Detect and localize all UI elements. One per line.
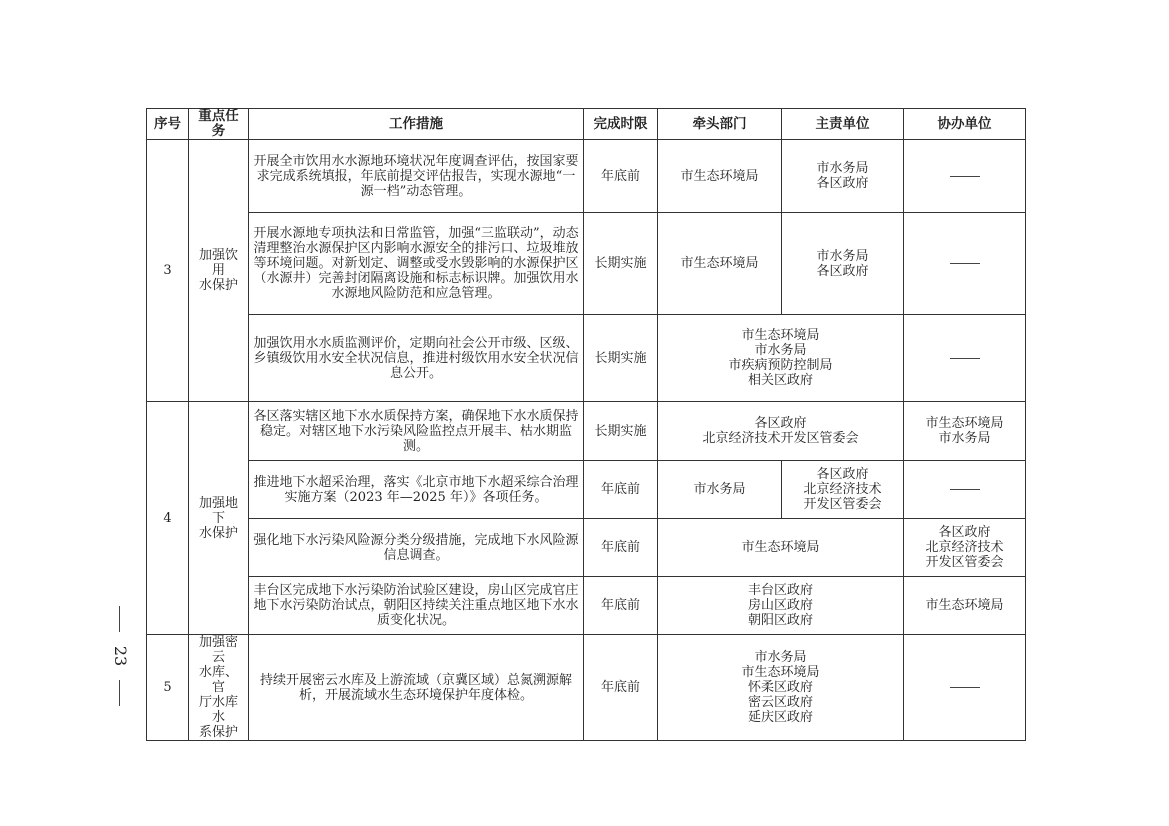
deadline-cell: 年底前: [584, 577, 658, 635]
assist-cell: [904, 315, 1026, 402]
header-lead: 牵头部门: [658, 109, 782, 140]
assist-cell: 各区政府 北京经济技术 开发区管委会: [904, 519, 1026, 577]
table-row: [147, 635, 1026, 741]
measure-cell: 推进地下水超采治理，落实《北京市地下水超采综合治理实施方案（2023 年—2025 年）》各项任务。: [249, 461, 584, 519]
page-number-rule-bottom: [119, 680, 120, 706]
assist-cell: [904, 461, 1026, 519]
lead-cell: 市生态环境局: [658, 140, 782, 213]
header-row: [147, 109, 1026, 140]
responsible-cell: 各区政府 北京经济技术 开发区管委会: [782, 461, 904, 519]
deadline-cell: 年底前: [584, 635, 658, 741]
page-number-rule-top: [119, 606, 120, 632]
responsible-cell: 市水务局 各区政府: [782, 213, 904, 315]
task-cell: 加强地下 水保护: [189, 402, 249, 635]
responsible-cell: 市水务局 各区政府: [782, 140, 904, 213]
lead-merged-cell: 市水务局 市生态环境局 怀柔区政府 密云区政府 延庆区政府: [658, 635, 904, 741]
measure-cell: 各区落实辖区地下水水质保持方案，确保地下水水质保持稳定。对辖区地下水污染风险监控点开展丰、枯水期监测。: [249, 402, 584, 461]
deadline-cell: 长期实施: [584, 402, 658, 461]
task-cell: 加强饮用 水保护: [189, 140, 249, 402]
table-row: [147, 315, 1026, 402]
lead-cell: 市生态环境局: [658, 213, 782, 315]
header-task: 重点任务: [189, 109, 249, 140]
assist-cell: [904, 140, 1026, 213]
header-measure: 工作措施: [249, 109, 584, 140]
dash-mark: [950, 263, 980, 264]
header-seq: 序号: [147, 109, 189, 140]
page-number: [111, 606, 130, 706]
dash-mark: [950, 687, 980, 688]
deadline-cell: 年底前: [584, 140, 658, 213]
measure-cell: 持续开展密云水库及上游流域（京冀区域）总氮溯源解析，开展流域水生态环境保护年度体检。: [249, 635, 584, 741]
table-row: [147, 461, 1026, 519]
table-row: [147, 213, 1026, 315]
header-assist: 协办单位: [904, 109, 1026, 140]
assist-cell: 市生态环境局: [904, 577, 1026, 635]
dash-mark: [950, 176, 980, 177]
lead-merged-cell: 丰台区政府 房山区政府 朝阳区政府: [658, 577, 904, 635]
dash-mark: [950, 489, 980, 490]
task-cell: 加强密云 水库、官 厅水库水 系保护: [189, 635, 249, 741]
measure-cell: 加强饮用水水质监测评价，定期向社会公开市级、区级、乡镇级饮用水安全状况信息，推进村级饮用水安全状况信息公开。: [249, 315, 584, 402]
seq-cell: 3: [147, 140, 189, 402]
header-responsible: 主责单位: [782, 109, 904, 140]
seq-cell: 5: [147, 635, 189, 741]
assist-cell: 市生态环境局 市水务局: [904, 402, 1026, 461]
header-deadline: 完成时限: [584, 109, 658, 140]
deadline-cell: 年底前: [584, 519, 658, 577]
deadline-cell: 长期实施: [584, 315, 658, 402]
dash-mark: [950, 358, 980, 359]
measure-cell: 开展水源地专项执法和日常监管，加强“三监联动”，动态清理整治水源保护区内影响水源安全的排污口、垃圾堆放等环境问题。对新划定、调整或受水毁影响的水源保护区（水源井）完善封闭隔离设施和标志标识牌。加强饮用水水源地风险防范和应急管理。: [249, 213, 584, 315]
page-number-text: 23: [111, 645, 130, 667]
deadline-cell: 年底前: [584, 461, 658, 519]
assist-cell: [904, 213, 1026, 315]
lead-merged-cell: 市生态环境局: [658, 519, 904, 577]
deadline-cell: 长期实施: [584, 213, 658, 315]
lead-merged-cell: 市生态环境局 市水务局 市疾病预防控制局 相关区政府: [658, 315, 904, 402]
measure-cell: 丰台区完成地下水污染防治试验区建设，房山区完成官庄地下水污染防治试点，朝阳区持续关注重点地区地下水水质变化状况。: [249, 577, 584, 635]
table-row: [147, 519, 1026, 577]
measure-cell: 强化地下水污染风险源分类分级措施，完成地下水风险源信息调查。: [249, 519, 584, 577]
table-row: [147, 140, 1026, 213]
seq-cell: 4: [147, 402, 189, 635]
table-row: [147, 402, 1026, 461]
lead-merged-cell: 各区政府 北京经济技术开发区管委会: [658, 402, 904, 461]
task-table: [146, 108, 1026, 741]
assist-cell: [904, 635, 1026, 741]
lead-cell: 市水务局: [658, 461, 782, 519]
table-row: [147, 577, 1026, 635]
measure-cell: 开展全市饮用水水源地环境状况年度调查评估，按国家要求完成系统填报，年底前提交评估报告，实现水源地“一源一档”动态管理。: [249, 140, 584, 213]
